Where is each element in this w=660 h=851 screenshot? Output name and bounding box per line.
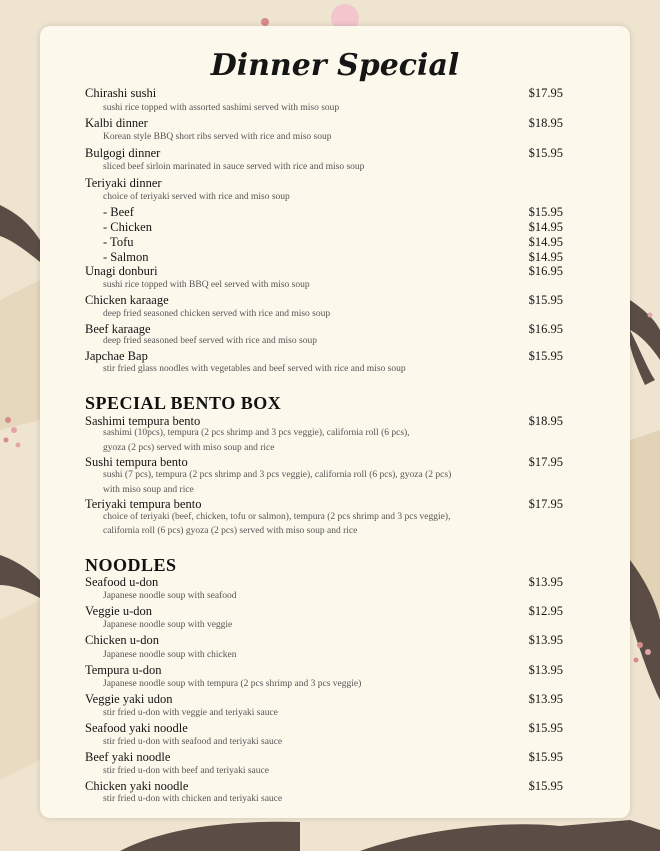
description-text: stir fried u-don with beef and teriyaki sauce [103, 766, 269, 776]
menu-item-description [85, 364, 585, 379]
menu-item-description [85, 470, 585, 485]
description-text: sliced beef sirloin marinated in sauce served with rice and miso soup [103, 162, 365, 172]
menu-item-description [85, 526, 585, 541]
menu-item-name: Sushi tempura bento [85, 455, 188, 469]
description-text: choice of teriyaki served with rice and miso soup [103, 192, 290, 202]
menu-item-price: $12.95 [528, 604, 563, 618]
menu-item-name: Veggie u-don [85, 604, 152, 618]
option-price: $15.95 [528, 205, 563, 219]
menu-item-name: Chicken yaki noodle [85, 779, 189, 793]
description-text: Korean style BBQ short ribs served with rice and miso soup [103, 132, 332, 142]
description-text: with miso soup and rice [103, 485, 194, 495]
menu-item-price: $15.95 [528, 146, 563, 160]
menu-item [85, 575, 585, 590]
menu-item-price: $13.95 [528, 692, 563, 706]
menu-item-name: Bulgogi dinner [85, 146, 161, 160]
option-name: - Chicken [103, 220, 152, 234]
menu-item [85, 779, 585, 794]
menu-item-description [85, 428, 585, 443]
menu-item [85, 692, 585, 707]
menu-item [85, 293, 585, 308]
menu-item-name: Chirashi sushi [85, 86, 157, 100]
menu-item [85, 414, 585, 429]
menu-item [85, 264, 585, 279]
menu-item-name: Japchae Bap [85, 349, 148, 363]
menu-item-price: $13.95 [528, 575, 563, 589]
menu-item-description [85, 794, 585, 809]
menu-item [85, 86, 585, 101]
description-text: stir fried u-don with chicken and teriyaki sauce [103, 794, 283, 804]
description-text: sushi (7 pcs), tempura (2 pcs shrimp and 3 pcs veggie), california roll (6 pcs), gyoza (2 pcs) [103, 470, 452, 480]
menu-item-name: Chicken u-don [85, 633, 159, 647]
description-text: gyoza (2 pcs) served with miso soup and rice [103, 443, 275, 453]
menu-item-price: $18.95 [528, 116, 563, 130]
menu-item-description [85, 512, 585, 527]
menu-item [85, 497, 585, 512]
option-name: - Beef [103, 205, 134, 219]
option-name: - Tofu [103, 235, 134, 249]
menu-option [85, 205, 585, 220]
description-text: sushi rice topped with assorted sashimi served with miso soup [103, 103, 340, 113]
menu-item-price: $16.95 [528, 264, 563, 278]
description-text: Japanese noodle soup with tempura (2 pcs shrimp and 3 pcs veggie) [103, 679, 362, 689]
menu-item-name: Teriyaki dinner [85, 176, 162, 190]
option-price: $14.95 [528, 250, 563, 264]
page-title: Dinner Special [210, 48, 460, 83]
menu-item-price: $17.95 [528, 86, 563, 100]
menu-item-price: $13.95 [528, 663, 563, 677]
description-text: Japanese noodle soup with seafood [103, 591, 237, 601]
section-heading-noodles [85, 555, 585, 577]
menu-item-price: $15.95 [528, 779, 563, 793]
menu-item-name: Tempura u-don [85, 663, 162, 677]
menu-item-name: Veggie yaki udon [85, 692, 173, 706]
description-text: stir fried u-don with veggie and teriyaki sauce [103, 708, 278, 718]
menu-item-name: Teriyaki tempura bento [85, 497, 202, 511]
menu-item-name: Beef yaki noodle [85, 750, 171, 764]
menu-item-price: $17.95 [528, 497, 563, 511]
menu-item-name: Kalbi dinner [85, 116, 148, 130]
menu-item [85, 721, 585, 736]
menu-item [85, 322, 585, 337]
option-name: - Salmon [103, 250, 149, 264]
menu-item-price: $15.95 [528, 349, 563, 363]
menu-item [85, 750, 585, 765]
menu-item [85, 455, 585, 470]
menu-item-description [85, 162, 585, 177]
menu-option [85, 250, 585, 265]
description-text: Japanese noodle soup with veggie [103, 620, 233, 630]
menu-item [85, 663, 585, 678]
menu-item-price: $16.95 [528, 322, 563, 336]
option-price: $14.95 [528, 235, 563, 249]
menu-item-name: Seafood yaki noodle [85, 721, 188, 735]
section-title: NOODLES [85, 555, 177, 575]
menu-item [85, 176, 585, 191]
description-text: choice of teriyaki (beef, chicken, tofu or salmon), tempura (2 pcs shrimp and 3 pcs veggie), [103, 512, 451, 522]
menu-item-price: $13.95 [528, 633, 563, 647]
description-text: deep fried seasoned beef served with rice and miso soup [103, 336, 317, 346]
option-price: $14.95 [528, 220, 563, 234]
menu-item-price: $15.95 [528, 750, 563, 764]
description-text: sushi rice topped with BBQ eel served with miso soup [103, 280, 310, 290]
menu-item [85, 633, 585, 648]
section-heading-bento [85, 393, 585, 415]
menu-item-name: Unagi donburi [85, 264, 158, 278]
menu-item [85, 604, 585, 619]
description-text: Japanese noodle soup with chicken [103, 650, 237, 660]
section-title: SPECIAL BENTO BOX [85, 393, 282, 413]
menu-item [85, 146, 585, 161]
description-text: stir fried glass noodles with vegetables and beef served with rice and miso soup [103, 364, 406, 374]
description-text: stir fried u-don with seafood and teriyaki sauce [103, 737, 283, 747]
menu-option [85, 235, 585, 250]
description-text: deep fried seasoned chicken served with rice and miso soup [103, 309, 331, 319]
description-text: california roll (6 pcs) gyoza (2 pcs) served with miso soup and rice [103, 526, 358, 536]
menu-item-name: Beef karaage [85, 322, 151, 336]
menu-item-name: Seafood u-don [85, 575, 159, 589]
menu-item-name: Sashimi tempura bento [85, 414, 201, 428]
menu-item-price: $18.95 [528, 414, 563, 428]
menu-item [85, 349, 585, 364]
menu-item-name: Chicken karaage [85, 293, 169, 307]
description-text: sashimi (10pcs), tempura (2 pcs shrimp and 3 pcs veggie), california roll (6 pcs), [103, 428, 410, 438]
menu-item-price: $15.95 [528, 293, 563, 307]
menu-item-price: $15.95 [528, 721, 563, 735]
menu-item-description [85, 132, 585, 147]
menu-item [85, 116, 585, 131]
menu-option [85, 220, 585, 235]
menu-item-price: $17.95 [528, 455, 563, 469]
